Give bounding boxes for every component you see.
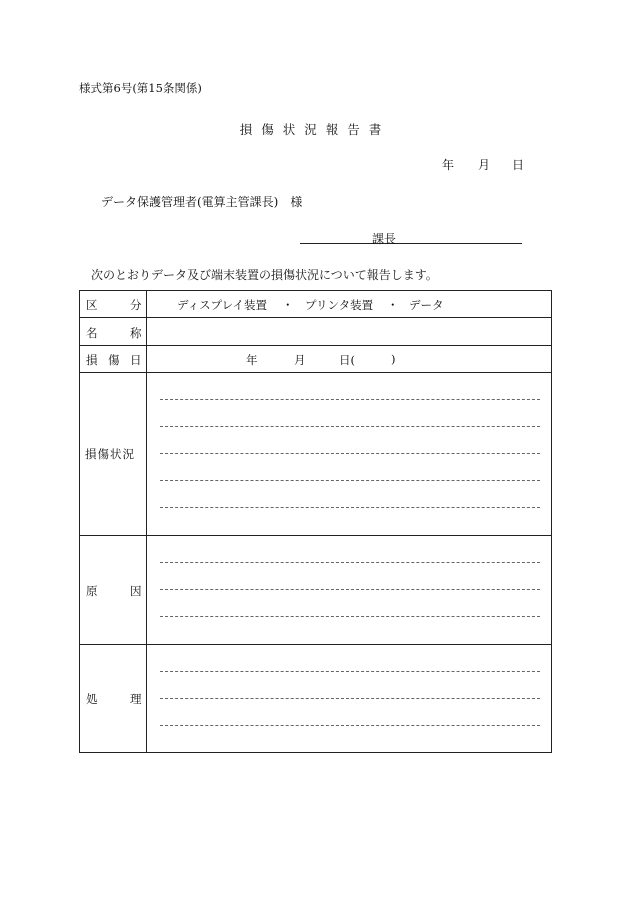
row-divider	[80, 644, 551, 645]
document-title: 損傷状況報告書	[239, 122, 391, 137]
action-line[interactable]	[160, 671, 540, 672]
cause-line[interactable]	[160, 562, 540, 563]
date-year-label: 年	[442, 158, 455, 172]
category-separator: ・	[387, 298, 399, 312]
damage-date-year[interactable]: 年	[246, 353, 258, 367]
damage-date-weekday-close: )	[391, 352, 396, 366]
damage-status-line[interactable]	[160, 453, 540, 454]
form-number: 様式第6号(第15条関係)	[79, 81, 202, 95]
cause-line[interactable]	[160, 589, 540, 590]
row-divider	[80, 535, 551, 536]
date-month-label: 月	[478, 158, 491, 172]
chief-label: 課長	[372, 232, 397, 246]
row-divider	[80, 345, 551, 346]
addressee: データ保護管理者(電算主管課長) 様	[101, 195, 303, 209]
report-table: 区 分 ディスプレイ装置 ・ プリンタ装置 ・ データ 名 称 損 傷 日 年 月 日( ) 損傷状況 原 因 処 理	[79, 290, 552, 753]
chief-signature-line[interactable]	[300, 230, 522, 244]
category-option-display[interactable]: ディスプレイ装置	[177, 298, 268, 312]
damage-status-line[interactable]	[160, 480, 540, 481]
row-divider	[80, 317, 551, 318]
category-option-printer[interactable]: プリンタ装置	[305, 298, 374, 312]
label-column-divider	[146, 291, 147, 752]
name-field[interactable]	[150, 321, 548, 341]
damage-date-month[interactable]: 月	[294, 353, 306, 367]
intro-text: 次のとおりデータ及び端末装置の損傷状況について報告します。	[91, 268, 438, 282]
action-line[interactable]	[160, 698, 540, 699]
category-option-data[interactable]: データ	[409, 298, 444, 312]
damage-status-line[interactable]	[160, 426, 540, 427]
damage-date-day[interactable]: 日(	[339, 353, 355, 367]
action-line[interactable]	[160, 725, 540, 726]
date-day-label: 日	[512, 158, 525, 172]
damage-status-line[interactable]	[160, 507, 540, 508]
category-separator: ・	[282, 298, 294, 312]
cause-line[interactable]	[160, 616, 540, 617]
row-divider	[80, 372, 551, 373]
damage-status-line[interactable]	[160, 399, 540, 400]
